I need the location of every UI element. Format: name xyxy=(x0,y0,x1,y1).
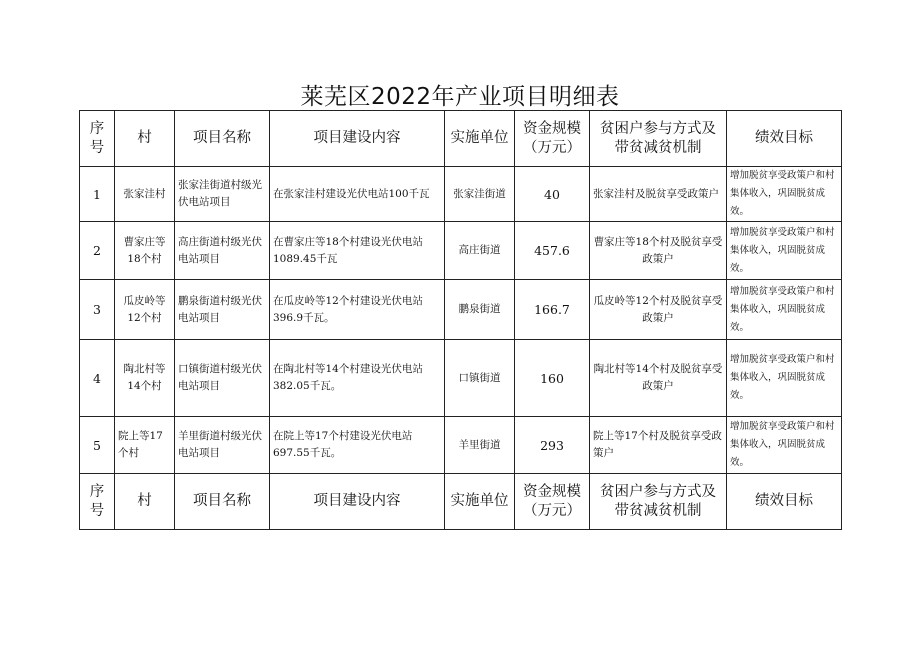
cell-seq: 2 xyxy=(80,222,115,280)
cell-seq: 5 xyxy=(80,417,115,474)
cell-mechanism: 张家洼村及脱贫享受政策户 xyxy=(590,167,727,222)
cell-village: 张家洼村 xyxy=(115,167,175,222)
cell-project-name: 张家洼街道村级光伏电站项目 xyxy=(175,167,270,222)
cell-fund: 40 xyxy=(515,167,590,222)
cell-fund: 457.6 xyxy=(515,222,590,280)
footer-header-goal: 绩效目标 xyxy=(727,474,842,530)
cell-mechanism: 曹家庄等18个村及脱贫享受政策户 xyxy=(590,222,727,280)
footer-header-unit: 实施单位 xyxy=(445,474,515,530)
cell-project-name: 羊里街道村级光伏电站项目 xyxy=(175,417,270,474)
project-table xyxy=(79,110,842,530)
cell-content: 在曹家庄等18个村建设光伏电站1089.45千瓦 xyxy=(270,222,445,280)
cell-goal: 增加脱贫享受政策户和村集体收入，巩固脱贫成效。 xyxy=(727,167,842,222)
footer-header-mechanism: 贫困户参与方式及带贫减贫机制 xyxy=(590,474,727,530)
cell-content: 在瓜皮岭等12个村建设光伏电站396.9千瓦。 xyxy=(270,280,445,340)
cell-goal: 增加脱贫享受政策户和村集体收入，巩固脱贫成效。 xyxy=(727,340,842,417)
cell-seq: 1 xyxy=(80,167,115,222)
cell-village: 瓜皮岭等12个村 xyxy=(115,280,175,340)
cell-goal: 增加脱贫享受政策户和村集体收入，巩固脱贫成效。 xyxy=(727,417,842,474)
cell-project-name: 口镇街道村级光伏电站项目 xyxy=(175,340,270,417)
header-seq: 序号 xyxy=(80,111,115,167)
cell-fund: 293 xyxy=(515,417,590,474)
table-row xyxy=(80,167,842,222)
footer-header-village: 村 xyxy=(115,474,175,530)
cell-village: 院上等17个村 xyxy=(115,417,175,474)
header-fund: 资金规模（万元） xyxy=(515,111,590,167)
cell-village: 曹家庄等18个村 xyxy=(115,222,175,280)
cell-goal: 增加脱贫享受政策户和村集体收入，巩固脱贫成效。 xyxy=(727,222,842,280)
header-mechanism: 贫困户参与方式及带贫减贫机制 xyxy=(590,111,727,167)
cell-village: 陶北村等14个村 xyxy=(115,340,175,417)
footer-header-project-name: 项目名称 xyxy=(175,474,270,530)
cell-project-name: 鹏泉街道村级光伏电站项目 xyxy=(175,280,270,340)
footer-header-fund: 资金规模（万元） xyxy=(515,474,590,530)
cell-unit: 鹏泉街道 xyxy=(445,280,515,340)
cell-seq: 3 xyxy=(80,280,115,340)
cell-goal: 增加脱贫享受政策户和村集体收入，巩固脱贫成效。 xyxy=(727,280,842,340)
cell-unit: 高庄街道 xyxy=(445,222,515,280)
cell-project-name: 高庄街道村级光伏电站项目 xyxy=(175,222,270,280)
cell-unit: 口镇街道 xyxy=(445,340,515,417)
cell-fund: 166.7 xyxy=(515,280,590,340)
table-row xyxy=(80,417,842,474)
table-row xyxy=(80,280,842,340)
cell-content: 在陶北村等14个村建设光伏电站382.05千瓦。 xyxy=(270,340,445,417)
header-project-name: 项目名称 xyxy=(175,111,270,167)
header-village: 村 xyxy=(115,111,175,167)
cell-unit: 羊里街道 xyxy=(445,417,515,474)
footer-header-seq: 序号 xyxy=(80,474,115,530)
cell-mechanism: 陶北村等14个村及脱贫享受政策户 xyxy=(590,340,727,417)
cell-seq: 4 xyxy=(80,340,115,417)
cell-fund: 160 xyxy=(515,340,590,417)
cell-mechanism: 院上等17个村及脱贫享受政策户 xyxy=(590,417,727,474)
header-row-bottom xyxy=(80,474,842,530)
footer-header-content: 项目建设内容 xyxy=(270,474,445,530)
cell-unit: 张家洼街道 xyxy=(445,167,515,222)
cell-content: 在院上等17个村建设光伏电站697.55千瓦。 xyxy=(270,417,445,474)
table-row xyxy=(80,340,842,417)
header-unit: 实施单位 xyxy=(445,111,515,167)
header-goal: 绩效目标 xyxy=(727,111,842,167)
header-row-top xyxy=(80,111,842,167)
header-content: 项目建设内容 xyxy=(270,111,445,167)
table-row xyxy=(80,222,842,280)
cell-mechanism: 瓜皮岭等12个村及脱贫享受政策户 xyxy=(590,280,727,340)
cell-content: 在张家洼村建设光伏电站100千瓦 xyxy=(270,167,445,222)
document-title: 莱芜区2022年产业项目明细表 xyxy=(300,84,620,110)
